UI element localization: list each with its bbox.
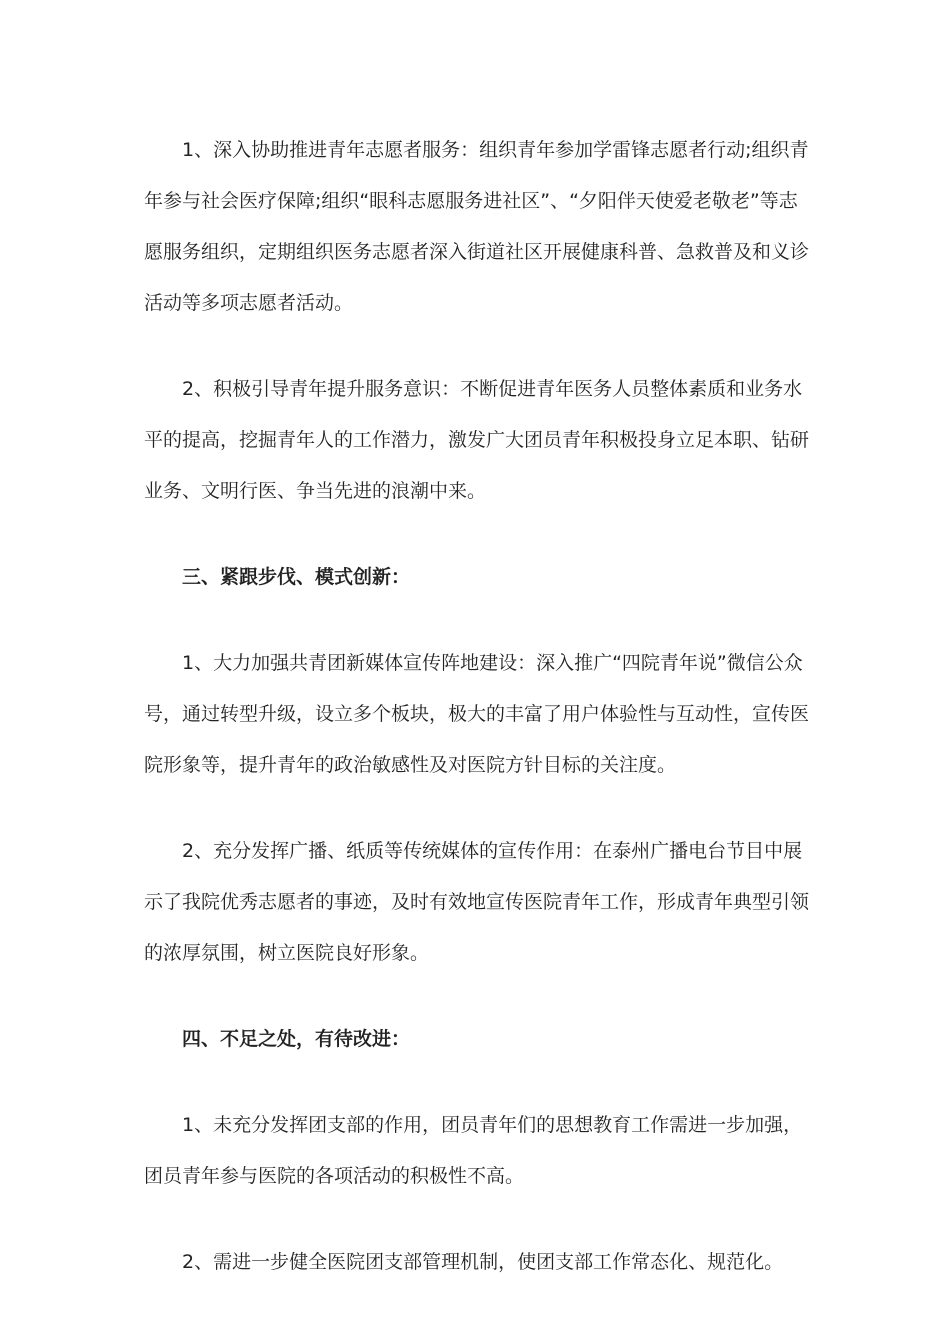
paragraph-shortcoming-1: 1、未充分发挥团支部的作用，团员青年们的思想教育工作需进一步加强，团员青年参与医院的各项活动的积极性不高。 bbox=[144, 1114, 803, 1187]
section-heading-3: 三、紧跟步伐、模式创新： bbox=[182, 566, 411, 588]
paragraph-volunteer-service: 1、深入协助推进青年志愿者服务：组织青年参加学雷锋志愿者行动;组织青年参与社会医疗保障;组织“眼科志愿服务进社区”、“夕阳伴天使爱老敬老”等志愿服务组织，定期组织医务志愿者深入街道社区开展健康科普、急救普及和义诊活动等多项志愿者活动。 bbox=[144, 139, 810, 314]
paragraph-new-media: 1、大力加强共青团新媒体宣传阵地建设：深入推广“四院青年说”微信公众号，通过转型升级，设立多个板块，极大的丰富了用户体验性与互动性，宣传医院形象等，提升青年的政治敏感性及对医院方针目标的关注度。 bbox=[144, 652, 810, 776]
paragraph-traditional-media: 2、充分发挥广播、纸质等传统媒体的宣传作用：在泰州广播电台节目中展示了我院优秀志愿者的事迹，及时有效地宣传医院青年工作，形成青年典型引领的浓厚氛围，树立医院良好形象。 bbox=[144, 840, 810, 964]
paragraph-shortcoming-2: 2、需进一步健全医院团支部管理机制，使团支部工作常态化、规范化。 bbox=[182, 1251, 784, 1273]
document-body bbox=[144, 125, 812, 1323]
section-heading-4: 四、不足之处，有待改进： bbox=[182, 1028, 411, 1050]
paragraph-service-awareness: 2、积极引导青年提升服务意识：不断促进青年医务人员整体素质和业务水平的提高，挖掘青年人的工作潜力，激发广大团员青年积极投身立足本职、钻研业务、文明行医、争当先进的浪潮中来。 bbox=[144, 378, 810, 502]
